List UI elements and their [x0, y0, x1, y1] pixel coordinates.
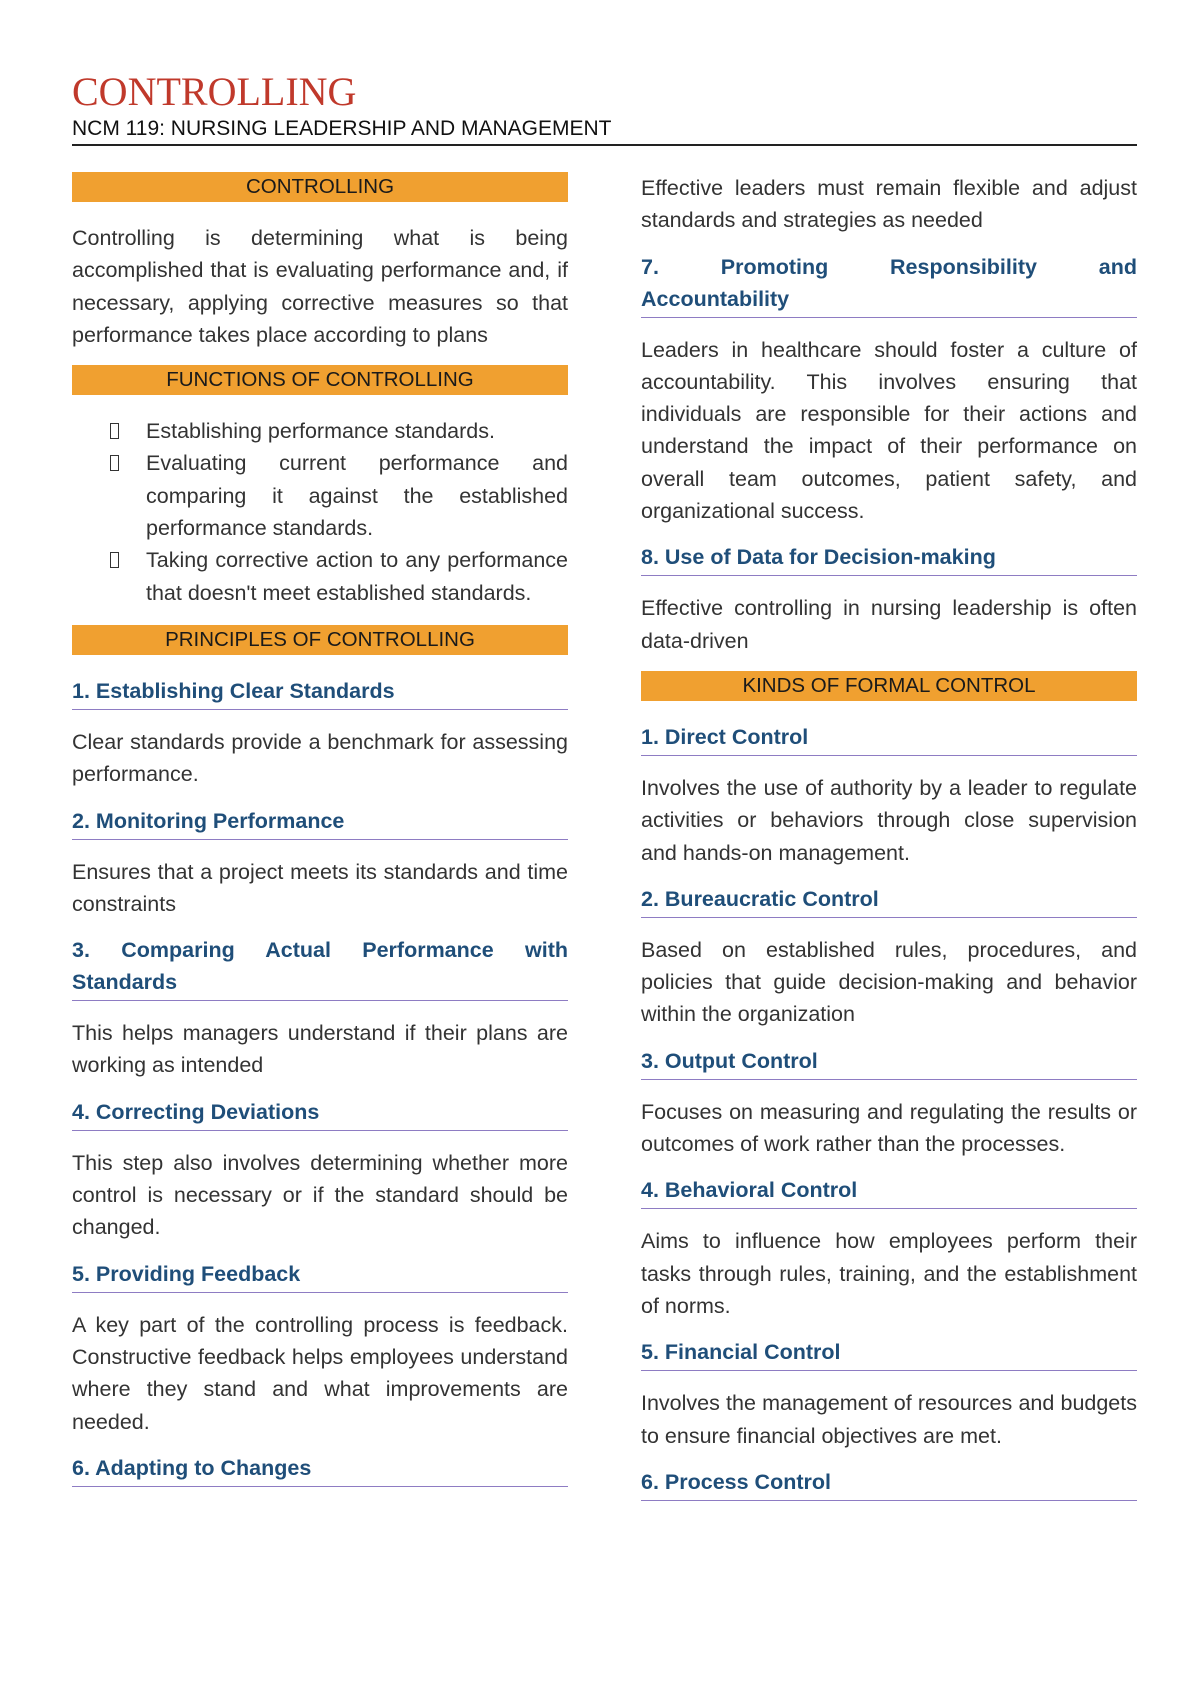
control-kind-heading: 4. Behavioral Control	[641, 1174, 1137, 1209]
principle-heading: 7. Promoting Responsibility and Accountability	[641, 251, 1137, 318]
control-kind-heading: 6. Process Control	[641, 1466, 1137, 1501]
principle-text: Ensures that a project meets its standards and time constraints	[72, 859, 568, 916]
principle-heading: 4. Correcting Deviations	[72, 1096, 568, 1131]
principle-heading: 8. Use of Data for Decision-making	[641, 541, 1137, 576]
header-divider	[72, 144, 1137, 146]
control-kind-heading: 5. Financial Control	[641, 1336, 1137, 1371]
control-kind-text: Focuses on measuring and regulating the results or outcomes of work rather than the processes.	[641, 1099, 1137, 1157]
controlling-definition: Controlling is determining what is being accomplished that is evaluating performance and, if necessary, applying corrective measures so that performance takes place according to plans	[72, 226, 568, 347]
left-column	[72, 172, 568, 1503]
control-kind-text: Involves the use of authority by a leader to regulate activities or behaviors through close supervision and hands-on management.	[641, 775, 1137, 865]
bullet-icon	[110, 455, 119, 471]
control-kind-heading: 1. Direct Control	[641, 721, 1137, 756]
principle-text: A key part of the controlling process is feedback. Constructive feedback helps employees understand where they stand and what improvements are needed.	[72, 1312, 568, 1434]
document-subtitle: NCM 119: NURSING LEADERSHIP AND MANAGEMENT	[72, 117, 612, 140]
principle-heading: 1. Establishing Clear Standards	[72, 675, 568, 710]
principle-heading: 3. Comparing Actual Performance with Standards	[72, 934, 568, 1001]
document-title: CONTROLLING	[72, 69, 357, 114]
list-item: Establishing performance standards.	[72, 415, 568, 447]
section-band-functions: FUNCTIONS OF CONTROLLING	[72, 365, 568, 395]
principle-text: Leaders in healthcare should foster a culture of accountability. This involves ensuring that individuals are responsible for their actions and understand the impact of their performance on overall team outcomes, patient safety, and organizational success.	[641, 337, 1137, 524]
principle-text: This helps managers understand if their plans are working as intended	[72, 1021, 568, 1078]
bullet-icon	[110, 423, 119, 439]
control-kind-heading: 3. Output Control	[641, 1045, 1137, 1080]
principle-text: Effective controlling in nursing leadership is often data-driven	[641, 596, 1137, 653]
principle-text: This step also involves determining whether more control is necessary or if the standard should be changed.	[72, 1150, 568, 1240]
list-item: Evaluating current performance and comparing it against the established performance standards.	[72, 447, 568, 544]
principle-heading: 5. Providing Feedback	[72, 1258, 568, 1293]
principle-text: Clear standards provide a benchmark for assessing performance.	[72, 729, 568, 787]
principle-text: Effective leaders must remain flexible and adjust standards and strategies as needed	[641, 176, 1137, 233]
principle-heading: 2. Monitoring Performance	[72, 805, 568, 840]
control-kind-text: Based on established rules, procedures, and policies that guide decision-making and behavior within the organization	[641, 937, 1137, 1027]
section-band-controlling: CONTROLLING	[72, 172, 568, 202]
functions-list	[72, 415, 568, 609]
control-kind-text: Aims to influence how employees perform their tasks through rules, training, and the establishment of norms.	[641, 1229, 1137, 1318]
list-item: Taking corrective action to any performance that doesn't meet established standards.	[72, 544, 568, 609]
bullet-icon	[110, 552, 119, 568]
control-kind-heading: 2. Bureaucratic Control	[641, 883, 1137, 918]
control-kind-text: Involves the management of resources and budgets to ensure financial objectives are met.	[641, 1391, 1137, 1448]
section-band-principles: PRINCIPLES OF CONTROLLING	[72, 625, 568, 655]
section-band-formal-control: KINDS OF FORMAL CONTROL	[641, 671, 1137, 701]
principle-heading: 6. Adapting to Changes	[72, 1452, 568, 1487]
right-column	[641, 172, 1137, 1517]
